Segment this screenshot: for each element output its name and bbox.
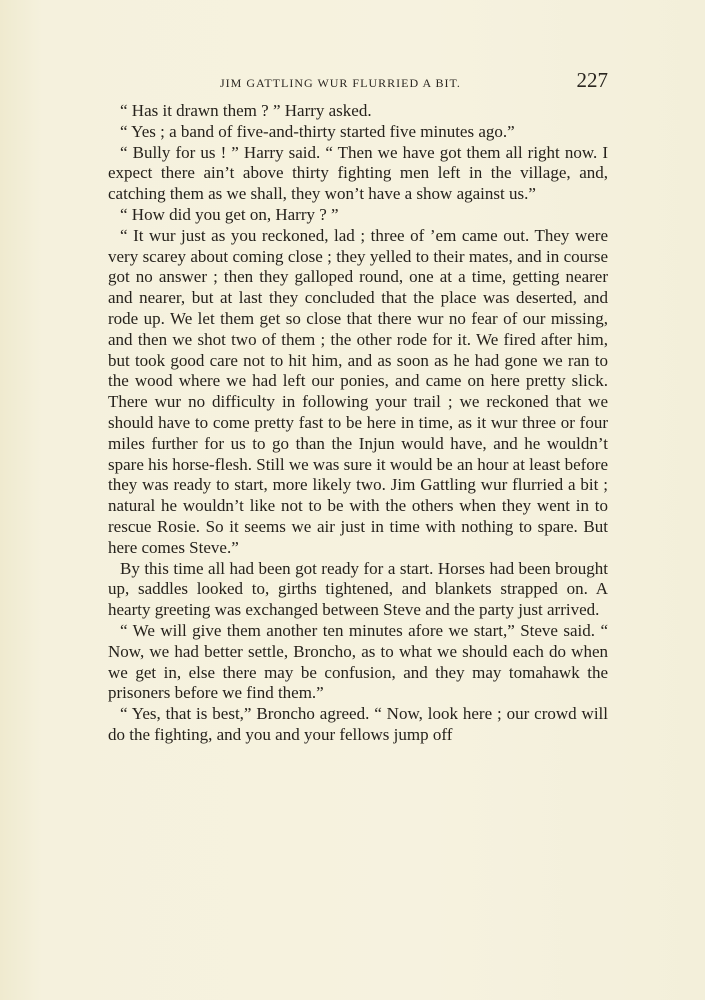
paragraph: “ We will give them another ten minutes afore we start,” Steve said. “ Now, we had better settle, Broncho, as to what we should each do when we get in, else there may be confusion, and they may tomahawk the prisoners before we find them.” bbox=[108, 620, 608, 703]
page-header bbox=[108, 70, 608, 98]
running-head: JIM GATTLING WUR FLURRIED A BIT. bbox=[220, 76, 461, 90]
paragraph: “ How did you get on, Harry ? ” bbox=[120, 204, 339, 224]
paragraph: “ Has it drawn them ? ” Harry asked. bbox=[120, 101, 372, 120]
paragraph: “ Bully for us ! ” Harry said. “ Then we have got them all right now. I expect there ain’t above thirty fighting men left in the village, and, catching them as we shall, they won’t have a show against us.” bbox=[108, 142, 608, 204]
paragraph: “ Yes, that is best,” Broncho agreed. “ Now, look here ; our crowd will do the fighting, and you and your fellows jump off bbox=[108, 704, 608, 744]
body-text bbox=[108, 101, 608, 746]
paragraph: “ Yes ; a band of five-and-thirty started five minutes ago.” bbox=[120, 121, 515, 141]
paragraph: By this time all had been got ready for a start. Horses had been brought up, saddles looked to, girths tightened, and blankets strapped on. A hearty greeting was exchanged between Steve and the party just arrived. bbox=[108, 558, 608, 620]
page-number: 227 bbox=[576, 68, 608, 92]
paragraph: “ It wur just as you reckoned, lad ; three of ’em came out. They were very scarey about coming close ; they yelled to their mates, and in course got no answer ; then they galloped round, one at a time, getting nearer and nearer, but at last they concluded that the place was deserted, and rode up. We let them get so close that there wur no fear of our missing, and then we shot two of them ; the other rode for it. We fired after him, but took good care not to hit him, and as soon as he had gone we ran to the wood where we had left our ponies, and came on here pretty slick. There wur no difficulty in following your trail ; we reckoned that we should have to come pretty fast to be here in time, as it wur three or four miles further for us to go than the Injun would have, and he wouldn’t spare his horse-flesh. Still we was sure it would be an hour at least before they was ready to start, more likely two. Jim Gattling wur flurried a bit ; natural he wouldn’t like not to be with the others when they went in to rescue Rosie. So it seems we air just in time with nothing to spare. But here comes Steve.” bbox=[108, 225, 608, 557]
